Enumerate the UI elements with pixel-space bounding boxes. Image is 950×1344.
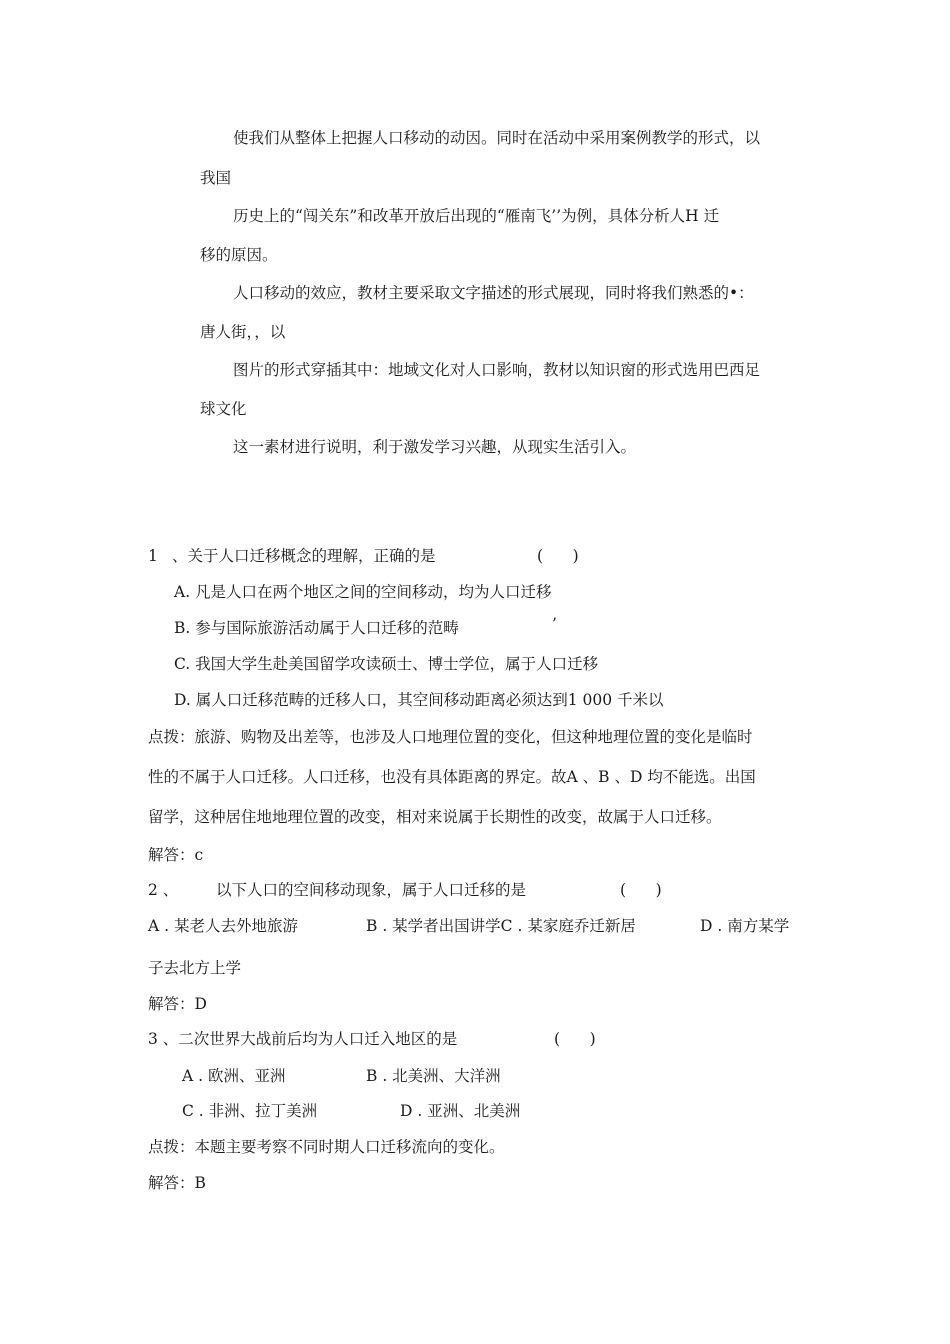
q2-number: 2 、 (148, 881, 179, 899)
q1-option-d: D. 属人口迁移范畴的迁移人口，其空间移动距离必须达到1 000 千米以 (174, 691, 664, 709)
q3-option-c: C . 非洲、拉丁美洲 (182, 1102, 318, 1120)
q3-stem: 3 、二次世界大战前后均为人口迁入地区的是 (148, 1030, 458, 1048)
intro-line-2: 我国 (200, 169, 232, 187)
q1-stem: 、关于人口迁移概念的理解，正确的是 (172, 547, 436, 565)
q1-hint-line-2: 性的不属于人口迁移。人口迁移，也没有具体距离的界定。故A 、B 、D 均不能选。出国 (148, 768, 756, 786)
q2-option-bc: B . 某学者出国讲学C . 某家庭乔迁新居 (366, 917, 636, 935)
intro-line-7: 图片的形式穿插其中：地域文化对人口影响，教材以知识窗的形式选用巴西足 (233, 361, 761, 379)
q2-answer: 解答：D (148, 995, 207, 1013)
intro-line-9: 这一素材进行说明，利于激发学习兴趣，从现实生活引入。 (233, 438, 637, 456)
intro-line-1: 使我们从整体上把握人口移动的动因。同时在活动中采用案例教学的形式，以 (233, 129, 761, 147)
q3-option-d: D . 亚洲、北美洲 (400, 1102, 521, 1120)
q1-answer-blank: ( ) (537, 547, 579, 565)
q1-stray-mark: ’ (552, 615, 557, 633)
q1-option-c: C. 我国大学生赴美国留学攻读硕士、博士学位，属于人口迁移 (174, 655, 599, 673)
intro-line-6: 唐人街，，以 (200, 323, 286, 341)
q3-answer: 解答：B (148, 1174, 206, 1192)
intro-line-3: 历史上的“闯关东”和改革开放后出现的“雁南飞’’为例，具体分析人H 迁 (233, 207, 720, 225)
q3-option-a: A . 欧洲、亚洲 (182, 1067, 286, 1085)
q2-stem: 以下人口的空间移动现象，属于人口迁移的是 (216, 881, 527, 899)
q1-hint-line-3: 留学，这种居住地地理位置的改变，相对来说属于长期性的改变，故属于人口迁移。 (148, 808, 722, 826)
q1-option-a: A. 凡是人口在两个地区之间的空间移动，均为人口迁移 (174, 583, 552, 601)
intro-line-8: 球文化 (200, 400, 247, 418)
q1-option-b: B. 参与国际旅游活动属于人口迁移的范畴 (174, 619, 459, 637)
intro-line-4: 移的原因。 (200, 246, 278, 264)
q1-number: 1 (148, 547, 158, 565)
q2-option-d: D . 南方某学 (700, 917, 790, 935)
q2-option-a: A . 某老人去外地旅游 (148, 917, 298, 935)
q1-hint-line-1: 点拨：旅游、购物及出差等，也涉及人口地理位置的变化，但这种地理位置的变化是临时 (148, 728, 753, 746)
q3-hint: 点拨：本题主要考察不同时期人口迁移流向的变化。 (148, 1138, 505, 1156)
q3-option-b: B . 北美洲、大洋洲 (366, 1067, 501, 1085)
q2-option-d-cont: 子去北方上学 (148, 959, 242, 977)
intro-line-5: 人口移动的效应，教材主要采取文字描述的形式展现，同时将我们熟悉的•： (233, 284, 754, 302)
q2-answer-blank: ( ) (620, 881, 662, 899)
q3-answer-blank: ( ) (554, 1030, 596, 1048)
q1-answer: 解答：c (148, 846, 204, 864)
